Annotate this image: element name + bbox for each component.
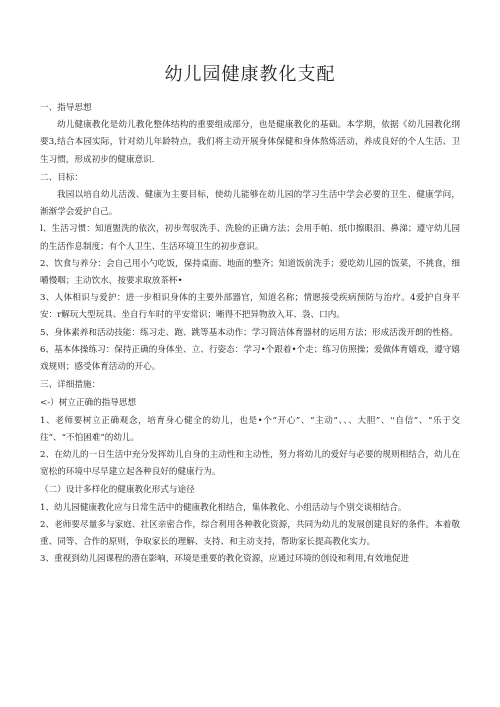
section-heading-goals: 二、目标： <box>40 172 83 183</box>
goal-item: 6、基本体操练习：保持正确的身体坐、立、行姿态：学习•个跟着•个走；练习仿照操；爱做体育嬉戏，遵守嬉戏规则；感受体育活动的开心。 <box>40 344 460 373</box>
subsection-heading: （二）设计多样化的健康教化形式与途径 <box>40 485 195 496</box>
section-heading-measures: 三、详细措施： <box>40 380 101 391</box>
goal-item: 3、人体相识与爱护：进一步相识身体的主要外部器官，知道名称；情愿接受疾病预防与治疗。4爱护自身平安：r解玩大型玩具、坐自行车时的平安常识；晰得不把异物放入耳、袅、口内。 <box>40 293 460 321</box>
goal-item: l、生活习惯：知道盥洗的依次，初步驾驭洗手、洗脸的正确方法；会用手帕、纸巾擦眼泪、鼻涕；遵守幼儿园的生活作息制度；有个人卫生、生活环境卫生的初步意识。 <box>40 224 460 252</box>
goal-item: 2、饮食与养分：会自己用小勺吃饭，保持桌面、地面的整齐；知道饭前洗手；爱吃幼儿园的饭菜，不挑食，细嚼慢咽；主动饮水，按要求取放茶杯• <box>40 258 460 287</box>
goals-intro: 我园以培自幼儿活泼、健康为主要目标，使幼儿能够在幼儿园的学习生活中学会必要的卫生、健康学问，渐渐学会爱护自己。 <box>40 190 460 218</box>
goal-item: 5、身体素养和活动技能：练习走、跑、跳等基本动作；学习简洁体育器材的运用方法；形成活泼开朗的性格。 <box>40 327 458 338</box>
measure-item: 1、幼儿园健康教化应与日常生活中的健康教化相结合，集体教化、小组活动与个别交谈相结合。 <box>40 502 407 513</box>
section-body-guiding-thought: 幼儿健康教化是幼儿教化整体结构的重要组成部分，也是健康教化的基础。本学期，依据《幼儿园教化纲要3,结合本园实际，针对幼儿年龄特点，我们将主动开展身体保健和身体熬炼活动，养成良好的个人生活、卫生习惯，形成初步的健康意识. <box>40 120 460 165</box>
measure-item: 2、在幼儿的一日生活中充分发挥幼儿自身的主动性和主动性，努力将幼儿的爱好与必要的规则相结合，幼儿在宽松的环境中尽早建立起各种良好的健康行为。 <box>40 450 460 478</box>
measure-item: 2、老师要尽量多与家庭、社区亲密合作，综合利用各种教化资源，共同为幼儿的发展创建良好的条件。本着敬重、同等、合作的原则，争取家长的理解、支持、和主动支持，帮助家长提高教化实力。 <box>40 519 460 548</box>
subsection-heading: <-）树立正确的指导思想 <box>40 398 137 409</box>
measure-item: 3、重视到幼儿园课程的潜在影响，环境是重要的教化资源，应通过环境的创设和利用,有效地促进 <box>40 554 410 565</box>
measure-item: 1、老师要树立正确观念，培育身心健全的幼儿，也是•个“开心”、“主动”、、、大胆”、''自信”、“乐于交往”、“不怕困难”的幼儿。 <box>40 415 460 443</box>
document-title: 幼儿园健康教化支配 <box>164 64 336 85</box>
section-heading-guiding-thought: 一、指导思想 <box>40 103 92 113</box>
